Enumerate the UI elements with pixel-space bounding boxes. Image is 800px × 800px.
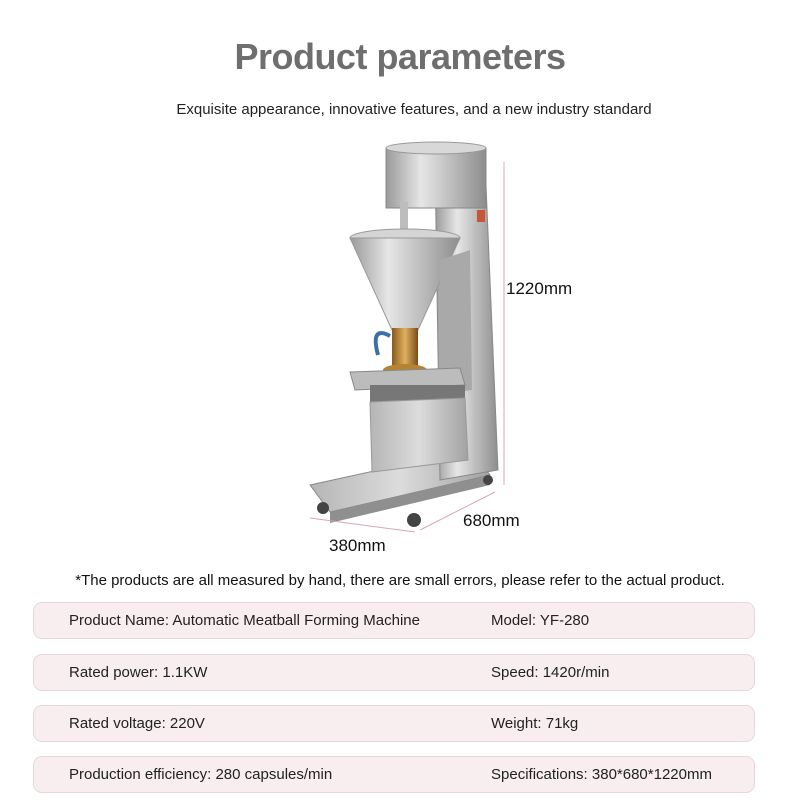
spec-product-name: Product Name: Automatic Meatball Forming Machine (69, 612, 420, 629)
spec-speed: Speed: 1420r/min (491, 664, 610, 681)
spec-row (33, 705, 755, 742)
spec-row (33, 756, 755, 793)
height-dimension-label: 1220mm (506, 279, 573, 298)
depth-dimension-label: 680mm (463, 511, 520, 530)
machine-image (290, 140, 590, 560)
spec-model: Model: YF-280 (491, 612, 590, 629)
spec-specifications: Specifications: 380*680*1220mm (491, 766, 712, 783)
disclaimer-note: *The products are all measured by hand, there are small errors, please refer to the actual product. (75, 572, 725, 589)
page-title: Product parameters (234, 36, 566, 77)
spec-production-efficiency: Production efficiency: 280 capsules/min (69, 766, 333, 783)
spec-weight: Weight: 71kg (491, 715, 579, 732)
page-subtitle: Exquisite appearance, innovative features, and a new industry standard (176, 101, 652, 118)
width-dimension-label: 380mm (329, 536, 386, 555)
spec-rated-voltage: Rated voltage: 220V (69, 715, 205, 732)
spec-rated-power: Rated power: 1.1KW (69, 664, 208, 681)
spec-row (33, 602, 755, 639)
spec-row (33, 654, 755, 691)
